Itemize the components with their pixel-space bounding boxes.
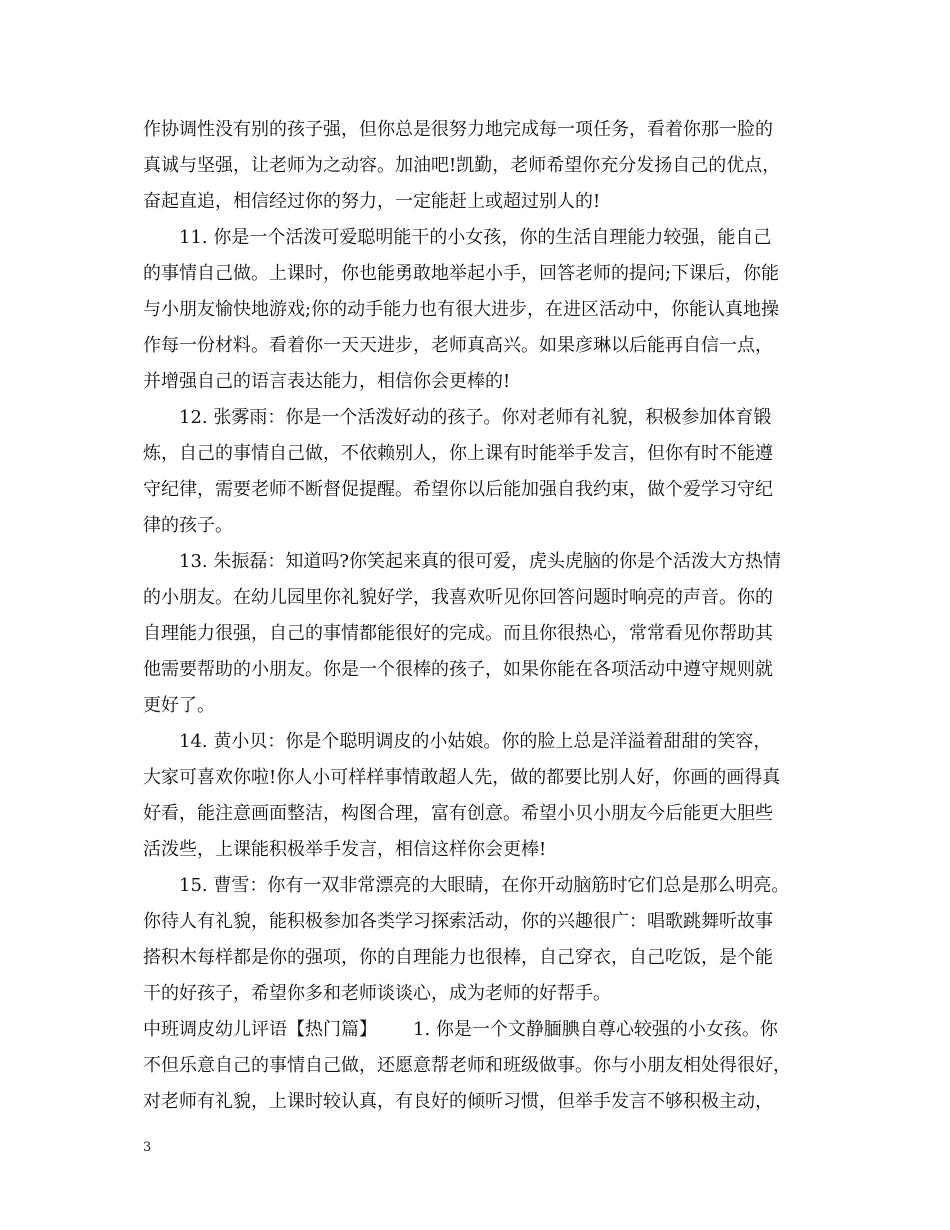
text-line: 作每一份材料。看着你一天天进步，老师真高兴。如果彦琳以后能再自信一点，: [143, 335, 773, 356]
text-line: 自理能力很强，自己的事情都能很好的完成。而且你很热心，常常看见你帮助其: [143, 623, 773, 644]
paragraph-11: [143, 220, 823, 400]
section-first-line: [143, 1012, 823, 1048]
paragraph-13: [143, 544, 823, 724]
text-line: 搭积木每样都是你的强项，你的自理能力也很棒，自己穿衣，自己吃饭，是个能: [143, 947, 773, 968]
page-number: 3: [143, 1140, 152, 1155]
text-line: 他需要帮助的小朋友。你是一个很棒的孩子，如果你能在各项活动中遵守规则就: [143, 659, 773, 680]
text-line: 律的孩子。: [143, 515, 233, 536]
text-line: 作协调性没有别的孩子强，但你总是很努力地完成每一项任务，看着你那一脸的: [143, 119, 773, 140]
text-line: 更好了。: [143, 695, 215, 716]
text-line: 奋起直追，相信经过你的努力，一定能赶上或超过别人的!: [143, 191, 601, 212]
text-line: 12. 张雾雨：你是一个活泼好动的孩子。你对老师有礼貌，积极参加体育锻: [179, 407, 772, 428]
paragraph-14: [143, 724, 823, 868]
text-line: 的小朋友。在幼儿园里你礼貌好学，我喜欢听见你回答问题时响亮的声音。你的: [143, 587, 773, 608]
text-line: 不但乐意自己的事情自己做，还愿意帮老师和班级做事。你与小朋友相处得很好，: [143, 1055, 791, 1076]
text-line: 守纪律，需要老师不断督促提醒。希望你以后能加强自我约束，做个爱学习守纪: [143, 479, 773, 500]
text-line: 好看，能注意画面整洁，构图合理，富有创意。希望小贝小朋友今后能更大胆些: [143, 803, 773, 824]
text-line: 干的好孩子，希望你多和老师谈谈心，成为老师的好帮手。: [143, 983, 611, 1004]
text-line: 1. 你是一个文静腼腆自尊心较强的小女孩。你: [413, 1019, 778, 1040]
document-body: [143, 112, 823, 1120]
text-line: 13. 朱振磊：知道吗?你笑起来真的很可爱，虎头虎脑的你是个活泼大方热情: [179, 551, 781, 572]
text-line: 大家可喜欢你啦!你人小可样样事情敢超人先，做的都要比别人好，你画的画得真: [143, 767, 781, 788]
section-heading: 中班调皮幼儿评语【热门篇】: [143, 1019, 377, 1040]
text-line: 并增强自己的语言表达能力，相信你会更棒的!: [143, 371, 511, 392]
text-line: 活泼些，上课能积极举手发言，相信这样你会更棒!: [143, 839, 547, 860]
paragraph-15: [143, 868, 823, 1012]
text-line: 炼，自己的事情自己做，不依赖别人，你上课有时能举手发言，但你有时不能遵: [143, 443, 773, 464]
text-line: 的事情自己做。上课时，你也能勇敢地举起小手，回答老师的提问;下课后，你能: [143, 263, 780, 284]
text-line: 11. 你是一个活泼可爱聪明能干的小女孩，你的生活自理能力较强，能自己: [179, 227, 772, 248]
text-line: 15. 曹雪：你有一双非常漂亮的大眼睛，在你开动脑筋时它们总是那么明亮。: [179, 875, 790, 896]
text-line: 你待人有礼貌，能积极参加各类学习探索活动，你的兴趣很广：唱歌跳舞听故事: [143, 911, 773, 932]
text-line: 14. 黄小贝：你是个聪明调皮的小姑娘。你的脸上总是洋溢着甜甜的笑容，: [179, 731, 772, 752]
section-heavy-comments: [143, 1012, 823, 1120]
paragraph-continued: [143, 112, 823, 220]
text-line: 对老师有礼貌，上课时较认真，有良好的倾听习惯，但举手发言不够积极主动，: [143, 1091, 773, 1112]
text-line: 与小朋友愉快地游戏;你的动手能力也有很大进步，在进区活动中，你能认真地操: [143, 299, 780, 320]
paragraph-12: [143, 400, 823, 544]
text-line: 真诚与坚强，让老师为之动容。加油吧!凯勤，老师希望你充分发扬自己的优点，: [143, 155, 781, 176]
